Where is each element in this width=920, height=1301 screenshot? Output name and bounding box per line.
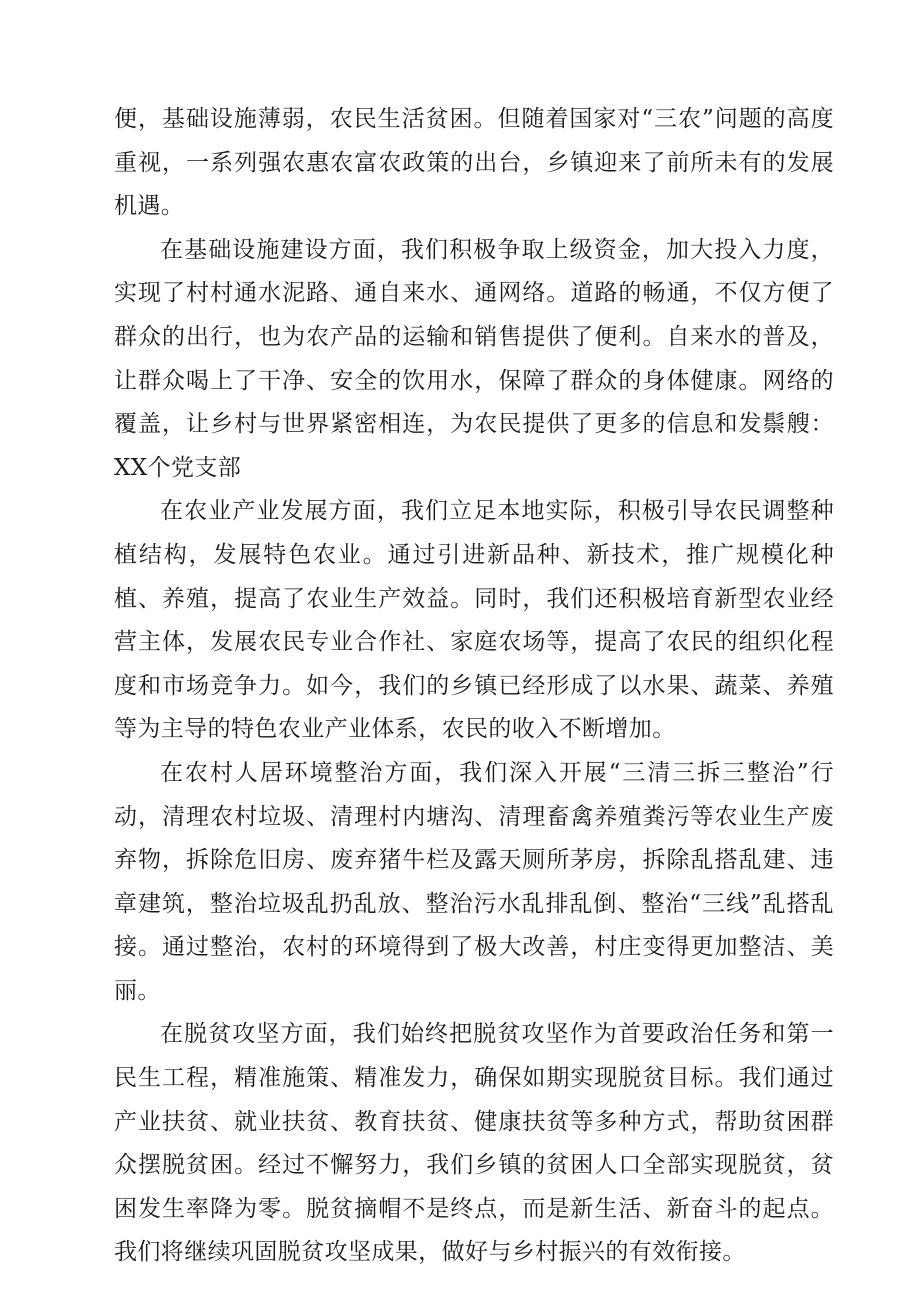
paragraph-intro-continuation: 便，基础设施薄弱，农民生活贫困。但随着国家对“三农”问题的高度重视，一系列强农惠农富农政策的出台，乡镇迎来了前所未有的发展机遇。	[114, 106, 834, 220]
paragraph-agriculture-industry: 在农业产业发展方面，我们立足本地实际，积极引导农民调整种植结构，发展特色农业。通过引进新品种、新技术，推广规模化种植、养殖，提高了农业生产效益。同时，我们还积极培育新型农业经营主体，发展农民专业合作社、家庭农场等，提高了农民的组织化程度和市场竞争力。如今，我们的乡镇已经形成了以水果、蔬菜、养殖等为主导的特色农业产业体系，农民的收入不断增加。	[114, 498, 834, 743]
document-body	[114, 98, 834, 1275]
paragraph-poverty-alleviation: 在脱贫攻坚方面，我们始终把脱贫攻坚作为首要政治任务和第一民生工程，精准施策、精准发力，确保如期实现脱贫目标。我们通过产业扶贫、就业扶贫、教育扶贫、健康扶贫等多种方式，帮助贫困群众摆脱贫困。经过不懈努力，我们乡镇的贫困人口全部实现脱贫，贫困发生率降为零。脱贫摘帽不是终点，而是新生活、新奋斗的起点。我们将继续巩固脱贫攻坚成果，做好与乡村振兴的有效衔接。	[114, 1021, 834, 1266]
paragraph-living-environment: 在农村人居环境整治方面，我们深入开展“三清三拆三整治”行动，清理农村垃圾、清理村内塘沟、清理畜禽养殖粪污等农业生产废弃物，拆除危旧房、废弃猪牛栏及露天厕所茅房，拆除乱搭乱建、违章建筑，整治垃圾乱扔乱放、整治污水乱排乱倒、整治“三线”乱搭乱接。通过整治，农村的环境得到了极大改善，村庄变得更加整洁、美丽。	[114, 759, 834, 1004]
paragraph-infrastructure: 在基础设施建设方面，我们积极争取上级资金，加大投入力度，实现了村村通水泥路、通自来水、通网络。道路的畅通，不仅方便了群众的出行，也为农产品的运输和销售提供了便利。自来水的普及，让群众喝上了干净、安全的饮用水，保障了群众的身体健康。网络的覆盖，让乡村与世界紧密相连，为农民提供了更多的信息和发鬃艘：XX个党支部	[114, 236, 834, 481]
